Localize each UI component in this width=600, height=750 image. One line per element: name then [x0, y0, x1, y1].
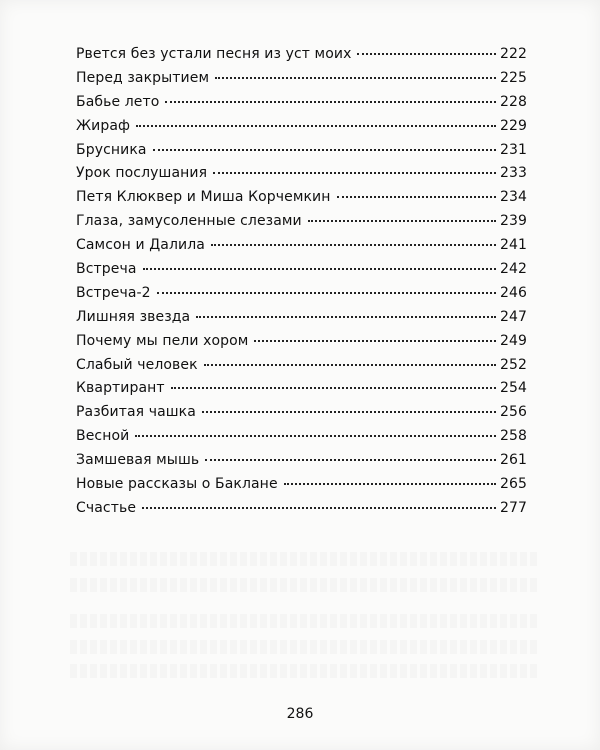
show-through-text-line — [70, 614, 540, 628]
toc-entry-title: Глаза, замусоленные слезами — [76, 213, 302, 230]
toc-entry — [76, 476, 526, 500]
toc-entry — [76, 94, 526, 118]
toc-entry — [76, 70, 526, 94]
toc-entry-title: Петя Клюквер и Миша Корчемкин — [76, 189, 331, 206]
toc-entry-title: Самсон и Далила — [76, 237, 205, 254]
toc-entry-page-number: 246 — [500, 284, 528, 301]
toc-entry-page-number: 254 — [500, 380, 528, 397]
dot-leader — [143, 268, 496, 270]
toc-entry-page-number: 261 — [500, 452, 528, 469]
toc-entry-title: Замшевая мышь — [76, 452, 200, 469]
dot-leader — [308, 220, 496, 222]
toc-entry-title: Бабье лето — [76, 93, 160, 110]
dot-leader — [171, 387, 496, 389]
toc-entry — [76, 189, 526, 213]
toc-entry — [76, 165, 526, 189]
dot-leader — [357, 53, 496, 55]
toc-entry — [76, 404, 526, 428]
show-through-text-line — [70, 578, 540, 592]
dot-leader — [153, 149, 496, 151]
toc-entry — [76, 380, 526, 404]
toc-entry-page-number: 239 — [500, 213, 528, 230]
toc-entry-page-number: 249 — [500, 332, 528, 349]
toc-entry-title: Жираф — [76, 117, 131, 134]
toc-entry — [76, 333, 526, 357]
toc-entry-page-number: 225 — [500, 69, 528, 86]
toc-entry-title: Лишняя звезда — [76, 308, 191, 325]
toc-entry-title: Рвется без устали песня из уст моих — [76, 46, 352, 62]
toc-entry-title: Урок послушания — [76, 165, 208, 182]
dot-leader — [284, 483, 496, 485]
toc-entry-page-number: 252 — [500, 356, 528, 373]
show-through-text-line — [70, 664, 540, 678]
toc-entry-title: Слабый человек — [76, 356, 198, 373]
toc-entry-page-number: 233 — [500, 165, 528, 182]
toc-entry-page-number: 231 — [500, 141, 528, 158]
dot-leader — [135, 435, 496, 437]
toc-entry — [76, 213, 526, 237]
toc-entry-title: Разбитая чашка — [76, 404, 196, 421]
toc-entry — [76, 46, 526, 70]
toc-entry-title: Весной — [76, 428, 130, 445]
toc-entry-page-number: 247 — [500, 308, 528, 325]
dot-leader — [205, 459, 496, 461]
toc-entry — [76, 428, 526, 452]
toc-entry — [76, 452, 526, 476]
page-number: 286 — [286, 706, 314, 722]
toc-entry-page-number: 242 — [500, 261, 528, 278]
toc-entry-title: Перед закрытием — [76, 69, 210, 86]
toc-entry-title: Почему мы пели хором — [76, 332, 249, 349]
dot-leader — [142, 507, 496, 509]
toc-entry-page-number: 256 — [500, 404, 528, 421]
dot-leader — [204, 364, 496, 366]
toc-entry — [76, 285, 526, 309]
toc-entry-page-number: 234 — [500, 189, 528, 206]
dot-leader — [254, 340, 496, 342]
dot-leader — [202, 411, 496, 413]
toc-entry-title: Квартирант — [76, 380, 165, 397]
show-through-text-line — [70, 552, 540, 566]
toc-entry — [76, 142, 526, 166]
dot-leader — [157, 292, 496, 294]
toc-entry-page-number: 265 — [500, 476, 528, 493]
toc-entry-page-number: 258 — [500, 428, 528, 445]
dot-leader — [196, 316, 496, 318]
toc-entry-title: Брусника — [76, 141, 147, 158]
toc-entry — [76, 261, 526, 285]
toc-entry-page-number: 222 — [500, 46, 528, 62]
dot-leader — [211, 244, 496, 246]
toc-entry — [76, 237, 526, 261]
toc-entry-title: Новые рассказы о Баклане — [76, 476, 278, 493]
show-through-text-line — [70, 640, 540, 654]
toc-entry-title: Встреча-2 — [76, 284, 151, 301]
table-of-contents — [76, 46, 526, 524]
toc-entry — [76, 118, 526, 142]
toc-entry-page-number: 241 — [500, 237, 528, 254]
toc-entry-page-number: 229 — [500, 117, 528, 134]
toc-entry-title: Встреча — [76, 261, 137, 278]
dot-leader — [136, 125, 496, 127]
toc-entry — [76, 500, 526, 524]
dot-leader — [213, 172, 496, 174]
dot-leader — [165, 101, 496, 103]
dot-leader — [337, 196, 496, 198]
toc-entry-page-number: 228 — [500, 93, 528, 110]
dot-leader — [215, 77, 496, 79]
toc-entry-title: Счастье — [76, 499, 137, 516]
toc-entry-page-number: 277 — [500, 499, 528, 516]
toc-entry — [76, 309, 526, 333]
toc-entry — [76, 357, 526, 381]
